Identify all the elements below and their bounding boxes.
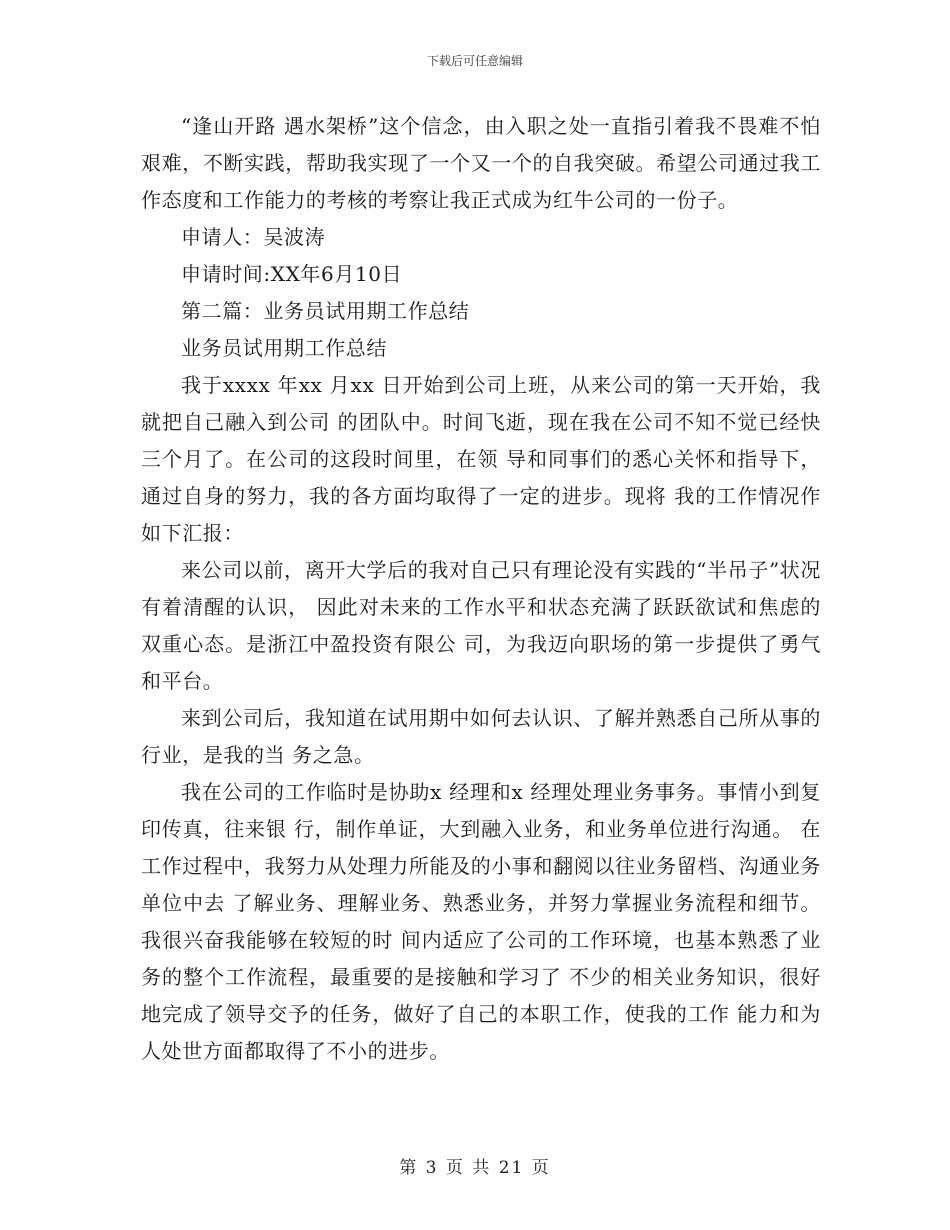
paragraph-intro: 我于xxxx 年xx 月xx 日开始到公司上班，从来公司的第一天开始，我就把自己融入到公司 的团队中。时间飞逝，现在我在公司不知不觉已经快三个月了。在公司的这段时间里，在领 导和同事们的悉心关怀和指导下，通过自身的努力，我的各方面均取得了一定的进步。现将 我的工作情况作如下汇报： <box>141 373 821 545</box>
paragraph-belief: “逢山开路 遇水架桥”这个信念，由入职之处一直指引着我不畏难不怕艰难，不断实践，帮助我实现了一个又一个的自我突破。希望公司通过我工作态度和工作能力的考核的考察让我正式成为红牛公司的一份子。 <box>141 114 821 212</box>
document-body <box>141 108 821 1070</box>
applicant-line: 申请人：吴波涛 <box>181 225 326 249</box>
document-title: 业务员试用期工作总结 <box>181 336 387 360</box>
application-date-line: 申请时间:XX年6月10日 <box>181 262 403 286</box>
section-heading: 第二篇：业务员试用期工作总结 <box>181 299 470 323</box>
paragraph-work-duties: 我在公司的工作临时是协助x 经理和x 经理处理业务事务。事情小到复印传真，往来银 行，制作单证，大到融入业务，和业务单位进行沟通。 在工作过程中，我努力从处理力所能及的小事和翻阅以往业务留档、沟通业务单位中去 了解业务、理解业务、熟悉业务，并努力掌握业务流程和细节。我很兴奋我能够在较短的时 间内适应了公司的工作环境，也基本熟悉了业务的整个工作流程，最重要的是接触和学习了 不少的相关业务知识，很好地完成了领导交予的任务，做好了自己的本职工作，使我的工作 能力和为人处世方面都取得了不小的进步。 <box>141 780 821 1063</box>
paragraph-before-company: 来公司以前，离开大学后的我对自己只有理论没有实践的“半吊子”状况有着清醒的认识， 因此对未来的工作水平和状态充满了跃跃欲试和焦虑的双重心态。是浙江中盈投资有限公 司，为我迈向职场的第一步提供了勇气和平台。 <box>141 558 821 693</box>
paragraph-after-joining: 来到公司后，我知道在试用期中如何去认识、了解并熟悉自己所从事的行业，是我的当 务之急。 <box>141 706 821 767</box>
page-header: 下载后可任意编辑 <box>426 54 523 68</box>
page-footer: 第 3 页 共 21 页 <box>399 1158 551 1178</box>
